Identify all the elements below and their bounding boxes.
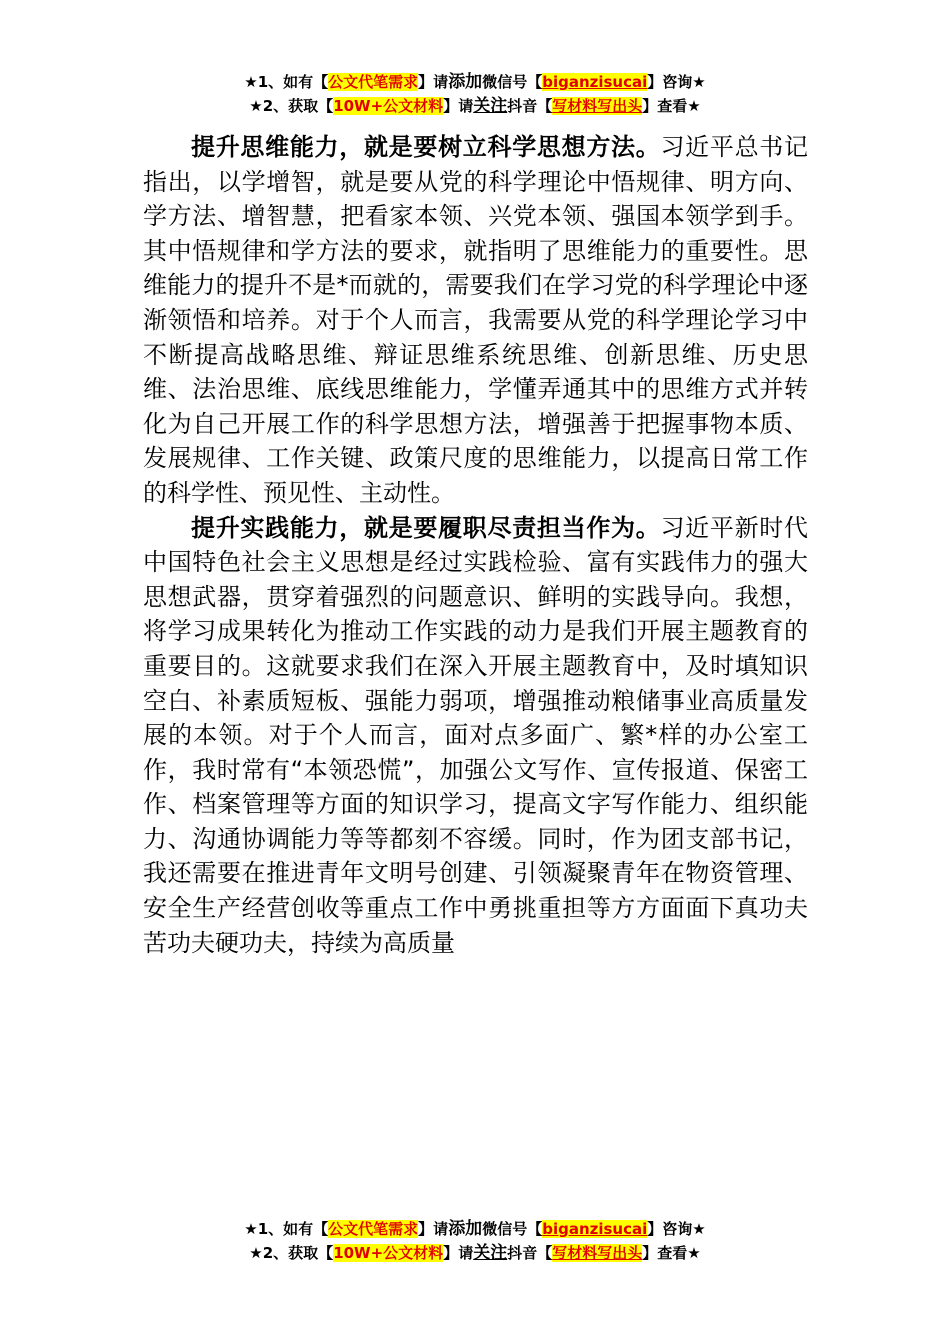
promo-highlight-wechat-id: biganzisucai [542, 73, 648, 91]
promo-line2-prefix: ★2、获取【 [249, 97, 334, 115]
promo-line2-text: 】请 [443, 1244, 474, 1262]
promo-line1-text: 】请 [418, 1220, 449, 1238]
promo-line1-prefix: ★1、如有【 [244, 73, 329, 91]
promo-line1-text: 】请 [418, 73, 449, 91]
paragraph-lead-heading: 提升实践能力，就是要履职尽责担当作为。 [191, 513, 661, 542]
promo-line2-emphasis: 关注 [473, 1243, 508, 1263]
promo-line1-suffix: 】咨询★ [647, 1220, 706, 1238]
promo-line-1 [0, 1217, 950, 1241]
paragraph-practice-ability [143, 511, 808, 961]
paragraph-body-text: 习近平新时代中国特色社会主义思想是经过实践检验、富有实践伟力的强大思想武器，贯穿着强烈的问题意识、鲜明的实践导向。我想，将学习成果转化为推动工作实践的动力是我们开展主题教育的重要目的。这就要求我们在深入开展主题教育中，及时填知识空白、补素质短板、强能力弱项，增强推动粮储事业高质量发展的本领。对于个人而言，面对点多面广、繁*样的办公室工作，我时常有“本领恐慌”，加强公文写作、宣传报道、保密工作、档案管理等方面的知识学习，提高文字写作能力、组织能力、沟通协调能力等等都刻不容缓。同时，作为团支部书记，我还需要在推进青年文明号创建、引领凝聚青年在物资管理、安全生产经营创收等重点工作中勇挑重担等方方面面下真功夫苦功夫硬功夫，持续为高质量 [143, 513, 809, 957]
promo-line2-text-2: 抖音【 [507, 1244, 553, 1262]
promo-highlight-douyin-account: 写材料写出头 [552, 97, 643, 115]
promo-line1-suffix: 】咨询★ [647, 73, 706, 91]
document-body [143, 130, 808, 960]
promo-line1-text-2: 微信号【 [482, 1220, 543, 1238]
promo-line2-suffix: 】查看★ [642, 97, 701, 115]
promo-line1-emphasis: 添加 [448, 1219, 483, 1239]
paragraph-body-text: 习近平总书记指出，以学增智，就是要从党的科学理论中悟规律、明方向、学方法、增智慧，把看家本领、兴党本领、强国本领学到手。其中悟规律和学方法的要求，就指明了思维能力的重要性。思维能力的提升不是*而就的，需要我们在学习党的科学理论中逐渐领悟和培养。对于个人而言，我需要从党的科学理论学习中不断提高战略思维、辩证思维系统思维、创新思维、历史思维、法治思维、底线思维能力，学懂弄通其中的思维方式并转化为自己开展工作的科学思想方法，增强善于把握事物本质、发展规律、工作关键、政策尺度的思维能力，以提高日常工作的科学性、预见性、主动性。 [143, 133, 809, 507]
promo-line1-text-2: 微信号【 [482, 73, 543, 91]
promo-line2-prefix: ★2、获取【 [249, 1244, 334, 1262]
header-promo-banner [0, 70, 950, 118]
promo-highlight-materials: 10W+公文材料 [333, 1244, 444, 1262]
promo-line2-text-2: 抖音【 [507, 97, 553, 115]
promo-highlight-materials: 10W+公文材料 [333, 97, 444, 115]
promo-highlight-writing-service: 公文代笔需求 [328, 1220, 419, 1238]
promo-line2-suffix: 】查看★ [642, 1244, 701, 1262]
promo-line2-emphasis: 关注 [473, 96, 508, 116]
paragraph-thinking-ability [143, 130, 808, 511]
promo-line1-prefix: ★1、如有【 [244, 1220, 329, 1238]
footer-promo-banner [0, 1217, 950, 1265]
promo-highlight-writing-service: 公文代笔需求 [328, 73, 419, 91]
promo-highlight-wechat-id: biganzisucai [542, 1220, 648, 1238]
promo-line-1 [0, 70, 950, 94]
promo-line-2 [0, 94, 950, 118]
paragraph-lead-heading: 提升思维能力，就是要树立科学思想方法。 [191, 133, 661, 161]
promo-line-2 [0, 1241, 950, 1265]
promo-line1-emphasis: 添加 [448, 72, 483, 92]
promo-highlight-douyin-account: 写材料写出头 [552, 1244, 643, 1262]
promo-line2-text: 】请 [443, 97, 474, 115]
